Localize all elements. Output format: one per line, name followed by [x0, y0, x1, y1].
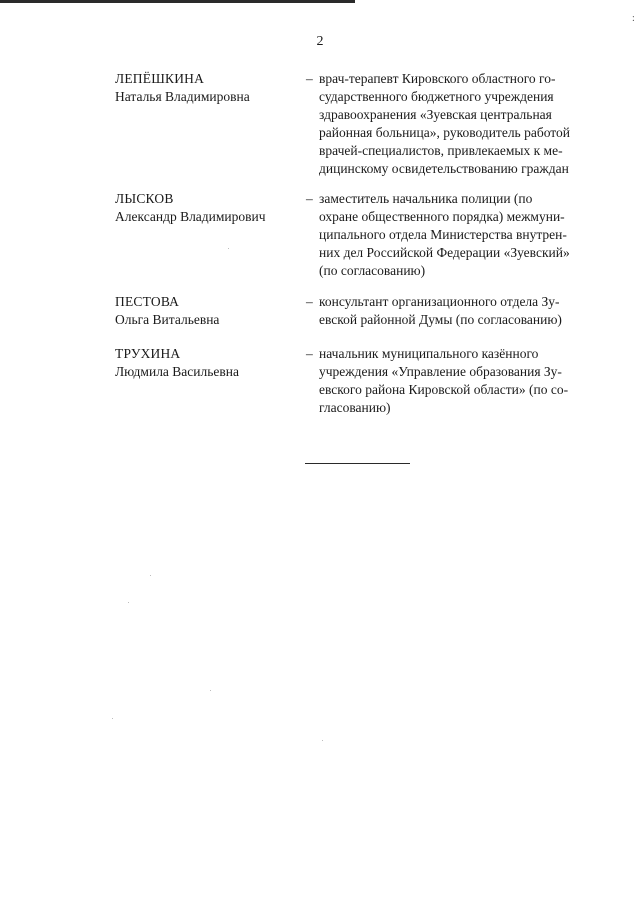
member-surname: ЛЕПЁШКИНА	[115, 71, 205, 86]
member-role	[319, 345, 604, 417]
role-line: евского района Кировской области» (по со-	[319, 382, 569, 397]
scan-speck	[210, 690, 211, 691]
scan-speck	[112, 718, 113, 719]
scan-speck	[128, 602, 129, 603]
member-given-names: Наталья Владимировна	[115, 89, 250, 104]
role-line: гласованию)	[319, 400, 391, 415]
member-name	[115, 190, 300, 226]
role-line: ципального отдела Министерства внутрен-	[319, 227, 567, 242]
member-surname: ТРУХИНА	[115, 346, 181, 361]
member-role	[319, 190, 604, 280]
role-line: (по согласованию)	[319, 263, 426, 278]
role-line: врач-терапевт Кировского областного го-	[319, 71, 556, 86]
member-name	[115, 345, 300, 381]
member-role	[319, 70, 604, 178]
member-surname: ПЕСТОВА	[115, 294, 180, 309]
page-number: 2	[316, 34, 324, 49]
closing-rule	[305, 463, 410, 464]
role-line: охране общественного порядка) межмуни-	[319, 209, 565, 224]
scan-speck	[228, 248, 229, 249]
role-line: заместитель начальника полиции (по	[319, 191, 533, 206]
role-line: сударственного бюджетного учреждения	[319, 89, 554, 104]
scan-speck	[322, 740, 323, 741]
role-line: них дел Российской Федерации «Зуевский»	[319, 245, 570, 260]
separator-dash: –	[306, 191, 313, 206]
member-surname: ЛЫСКОВ	[115, 191, 174, 206]
role-line: врачей-специалистов, привлекаемых к ме-	[319, 143, 563, 158]
role-line: консультант организационного отдела Зу-	[319, 294, 560, 309]
role-line: районная больница», руководитель работой	[319, 125, 570, 140]
member-name	[115, 293, 300, 329]
top-border-rule	[0, 0, 355, 3]
member-given-names: Людмила Васильевна	[115, 364, 239, 379]
separator-dash: –	[306, 346, 313, 361]
member-role	[319, 293, 604, 329]
role-line: дицинскому освидетельствованию граждан	[319, 161, 569, 176]
scan-speck	[150, 575, 151, 576]
separator-dash: –	[306, 294, 313, 309]
separator-dash: –	[306, 71, 313, 86]
member-name	[115, 70, 300, 106]
member-given-names: Александр Владимирович	[115, 209, 266, 224]
role-line: евской районной Думы (по согласованию)	[319, 312, 562, 327]
member-given-names: Ольга Витальевна	[115, 312, 220, 327]
edge-scan-mark: :	[632, 13, 635, 24]
role-line: здравоохранения «Зуевская центральная	[319, 107, 552, 122]
role-line: учреждения «Управление образования Зу-	[319, 364, 562, 379]
role-line: начальник муниципального казённого	[319, 346, 539, 361]
